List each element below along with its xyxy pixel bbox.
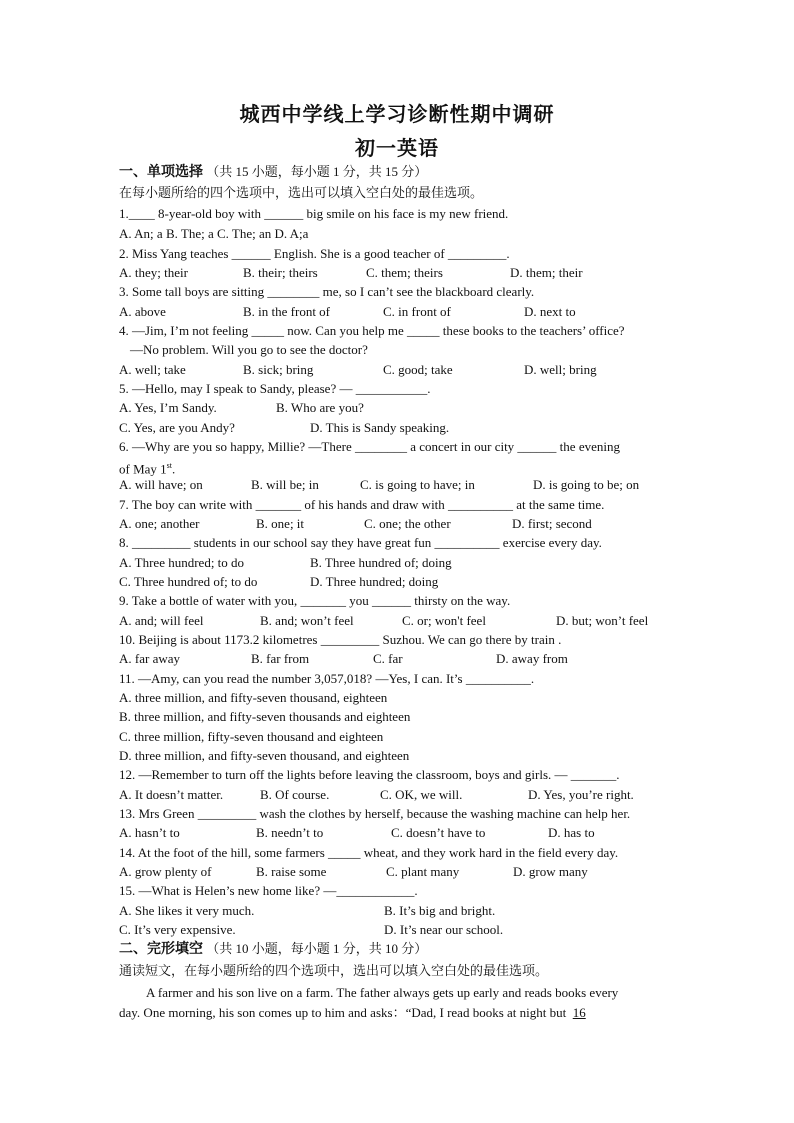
question-10: 10. Beijing is about 1173.2 kilometres _________ Suzhou. We can go there by train . [119, 632, 562, 647]
question-6-option-b: B. will be; in [251, 477, 319, 492]
question-9-option-b: B. and; won’t feel [260, 613, 354, 628]
section1-heading: 一、单项选择 [119, 165, 203, 180]
exam-subtitle: 初一英语 [355, 138, 439, 160]
question-8-option-d: D. Three hundred; doing [310, 574, 439, 589]
passage-blank-16: 16 [572, 1005, 586, 1020]
question-13: 13. Mrs Green _________ wash the clothes by herself, because the washing machine can help her. [119, 806, 631, 821]
question-7-option-b: B. one; it [256, 516, 305, 531]
question-11: 11. —Amy, can you read the number 3,057,018? —Yes, I can. It’s __________. [119, 671, 535, 686]
question-13-option-d: D. has to [548, 825, 595, 840]
question-3-option-a: A. above [119, 304, 166, 319]
question-4-option-b: B. sick; bring [243, 362, 314, 377]
question-10-option-a: A. far away [119, 651, 180, 666]
section1-note: （共 15 小题，每小题 1 分，共 15 分） [206, 164, 428, 179]
passage-line-1: A farmer and his son live on a farm. The father always gets up early and reads books every [146, 985, 619, 1000]
question-6-period: . [172, 461, 176, 477]
question-10-option-d: D. away from [496, 651, 568, 666]
section2-instruction: 通读短文，在每小题所给的四个选项中，选出可以填入空白处的最佳选项。 [119, 963, 549, 978]
question-8-option-a: A. Three hundred; to do [119, 555, 245, 570]
question-8-option-c: C. Three hundred of; to do [119, 574, 258, 589]
question-1-options: A. An; a B. The; a C. The; an D. A;a [119, 226, 309, 241]
question-6-option-c: C. is going to have; in [360, 477, 475, 492]
question-15-option-a: A. She likes it very much. [119, 903, 255, 918]
question-5-option-b: B. Who are you? [276, 400, 364, 415]
question-5-option-c: C. Yes, are you Andy? [119, 420, 235, 435]
question-15: 15. —What is Helen’s new home like? —____________. [119, 883, 418, 898]
section2-heading: 二、完形填空 [119, 942, 203, 957]
question-12-option-d: D. Yes, you’re right. [528, 787, 634, 802]
section2-note: （共 10 小题，每小题 1 分，共 10 分） [206, 941, 428, 956]
question-9-option-c: C. or; won't feel [402, 613, 486, 628]
question-14-option-a: A. grow plenty of [119, 864, 212, 879]
question-7: 7. The boy can write with _______ of his hands and draw with __________ at the same time. [119, 497, 605, 512]
question-2: 2. Miss Yang teaches ______ English. She is a good teacher of _________. [119, 246, 510, 261]
question-4-option-a: A. well; take [119, 362, 186, 377]
question-3: 3. Some tall boys are sitting ________ me, so I can’t see the blackboard clearly. [119, 284, 535, 299]
question-9: 9. Take a bottle of water with you, _______ you ______ thirsty on the way. [119, 593, 511, 608]
question-11-option-c: C. three million, fifty-seven thousand and eighteen [119, 729, 384, 744]
question-7-option-a: A. one; another [119, 516, 200, 531]
exam-title: 城西中学线上学习诊断性期中调研 [239, 104, 555, 126]
question-3-option-b: B. in the front of [243, 304, 331, 319]
question-3-option-c: C. in front of [383, 304, 451, 319]
question-6-date: of May 1 [119, 461, 167, 477]
question-2-option-c: C. them; theirs [366, 265, 443, 280]
question-13-option-b: B. needn’t to [256, 825, 324, 840]
question-14: 14. At the foot of the hill, some farmers _____ wheat, and they work hard in the field every day. [119, 845, 619, 860]
question-2-option-d: D. them; their [510, 265, 583, 280]
question-15-option-b: B. It’s big and bright. [384, 903, 496, 918]
question-11-option-b: B. three million, and fifty-seven thousands and eighteen [119, 709, 411, 724]
question-15-option-d: D. It’s near our school. [384, 922, 504, 937]
question-9-option-d: D. but; won’t feel [556, 613, 649, 628]
question-6-continued [119, 458, 175, 477]
question-2-option-b: B. their; theirs [243, 265, 318, 280]
question-4: 4. —Jim, I’m not feeling _____ now. Can you help me _____ these books to the teachers’ office? [119, 323, 625, 338]
question-5-option-a: A. Yes, I’m Sandy. [119, 400, 217, 415]
question-10-option-c: C. far [373, 651, 403, 666]
section1-instruction: 在每小题所给的四个选项中，选出可以填入空白处的最佳选项。 [119, 185, 484, 200]
question-6: 6. —Why are you so happy, Millie? —There ________ a concert in our city ______ the evening [119, 439, 620, 454]
passage-line-2-text: day. One morning, his son comes up to him and asks：“Dad, I read books at night but [119, 1005, 567, 1020]
question-2-option-a: A. they; their [119, 265, 188, 280]
question-4-option-c: C. good; take [383, 362, 453, 377]
question-6-option-a: A. will have; on [119, 477, 203, 492]
question-12-option-c: C. OK, we will. [380, 787, 463, 802]
question-9-option-a: A. and; will feel [119, 613, 204, 628]
question-11-option-d: D. three million, and fifty-seven thousand, and eighteen [119, 748, 410, 763]
question-14-option-b: B. raise some [256, 864, 327, 879]
question-3-option-d: D. next to [524, 304, 576, 319]
question-5: 5. —Hello, may I speak to Sandy, please? — ___________. [119, 381, 431, 396]
passage-line-2 [119, 1005, 586, 1021]
question-7-option-c: C. one; the other [364, 516, 451, 531]
question-8: 8. _________ students in our school say they have great fun __________ exercise every day. [119, 535, 602, 550]
section2-header [119, 941, 427, 958]
question-10-option-b: B. far from [251, 651, 310, 666]
question-12: 12. —Remember to turn off the lights before leaving the classroom, boys and girls. — _______. [119, 767, 620, 782]
question-6-superscript: st [166, 461, 173, 470]
question-13-option-a: A. hasn’t to [119, 825, 180, 840]
question-8-option-b: B. Three hundred of; doing [310, 555, 452, 570]
question-14-option-d: D. grow many [513, 864, 588, 879]
question-4-option-d: D. well; bring [524, 362, 597, 377]
question-5-option-d: D. This is Sandy speaking. [310, 420, 450, 435]
question-4-reply: —No problem. Will you go to see the doctor? [130, 342, 368, 357]
question-6-option-d: D. is going to be; on [533, 477, 640, 492]
question-12-option-a: A. It doesn’t matter. [119, 787, 224, 802]
section1-header [119, 164, 427, 181]
question-11-option-a: A. three million, and fifty-seven thousand, eighteen [119, 690, 388, 705]
question-15-option-c: C. It’s very expensive. [119, 922, 236, 937]
question-7-option-d: D. first; second [512, 516, 592, 531]
question-14-option-c: C. plant many [386, 864, 460, 879]
question-12-option-b: B. Of course. [260, 787, 330, 802]
question-13-option-c: C. doesn’t have to [391, 825, 486, 840]
question-1: 1.____ 8-year-old boy with ______ big smile on his face is my new friend. [119, 206, 509, 221]
